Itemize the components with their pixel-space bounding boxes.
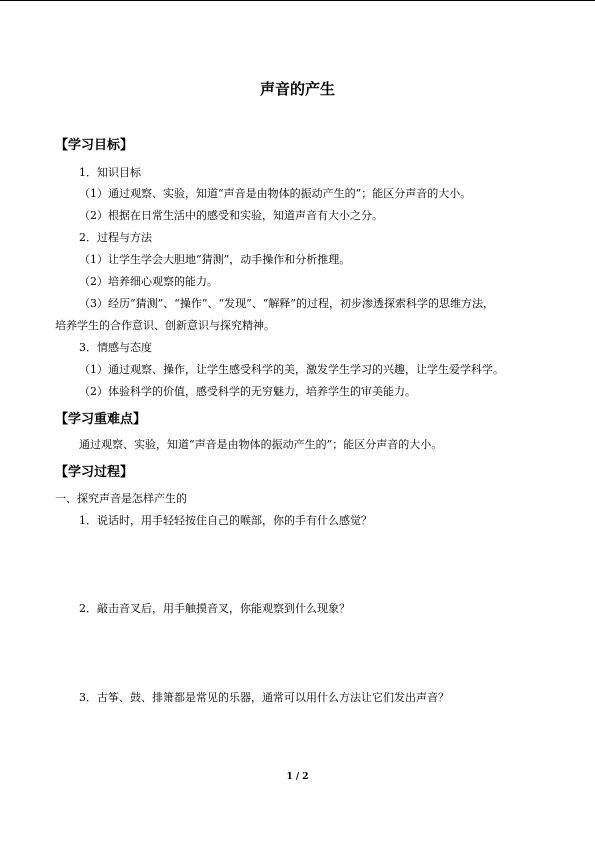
attitude-heading: 3．情感与态度 — [79, 341, 152, 354]
knowledge-heading: 1．知识目标 — [79, 166, 141, 179]
attitude-item-1: （1）通过观察、操作，让学生感受科学的美，激发学生学习的兴趣，让学生爱学科学。 — [79, 363, 504, 376]
page-number: 1 / 2 — [286, 772, 309, 782]
process-part-1: 一、探究声音是怎样产生的 — [55, 492, 187, 505]
question-3: 3．古筝、鼓、排箫都是常见的乐器，通常可以用什么方法让它们发出声音？ — [79, 691, 449, 704]
key-points-text: 通过观察、实验，知道“声音是由物体的振动产生的”；能区分声音的大小。 — [79, 438, 443, 451]
question-2: 2．敲击音叉后，用手触摸音叉，你能观察到什么现象？ — [79, 602, 350, 615]
process-item-2: （2）培养细心观察的能力。 — [79, 275, 218, 288]
section-heading-key-points: 【学习重难点】 — [55, 412, 147, 427]
attitude-item-2: （2）体验科学的价值，感受科学的无穷魅力，培养学生的审美能力。 — [79, 385, 416, 398]
knowledge-item-1: （1）通过观察、实验，知道“声音是由物体的振动产生的”；能区分声音的大小。 — [79, 187, 472, 200]
knowledge-item-2: （2）根据在日常生活中的感受和实验，知道声音有大小之分。 — [79, 209, 383, 222]
process-item-1: （1）让学生学会大胆地“猜测”，动手操作和分析推理。 — [79, 253, 351, 266]
question-1: 1．说话时，用手轻轻按住自己的喉部，你的手有什么感觉？ — [79, 514, 372, 527]
process-heading: 2．过程与方法 — [79, 231, 152, 244]
process-item-3: （3）经历“猜测”、“操作”、“发现”、“解释”的过程，初步渗透探索科学的思维方法， — [79, 297, 494, 310]
section-heading-goals: 【学习目标】 — [55, 138, 134, 153]
section-heading-process: 【学习过程】 — [55, 465, 134, 480]
document-title: 声音的产生 — [259, 80, 335, 98]
process-item-3-continued: 培养学生的合作意识、创新意识与探究精神。 — [55, 319, 275, 332]
